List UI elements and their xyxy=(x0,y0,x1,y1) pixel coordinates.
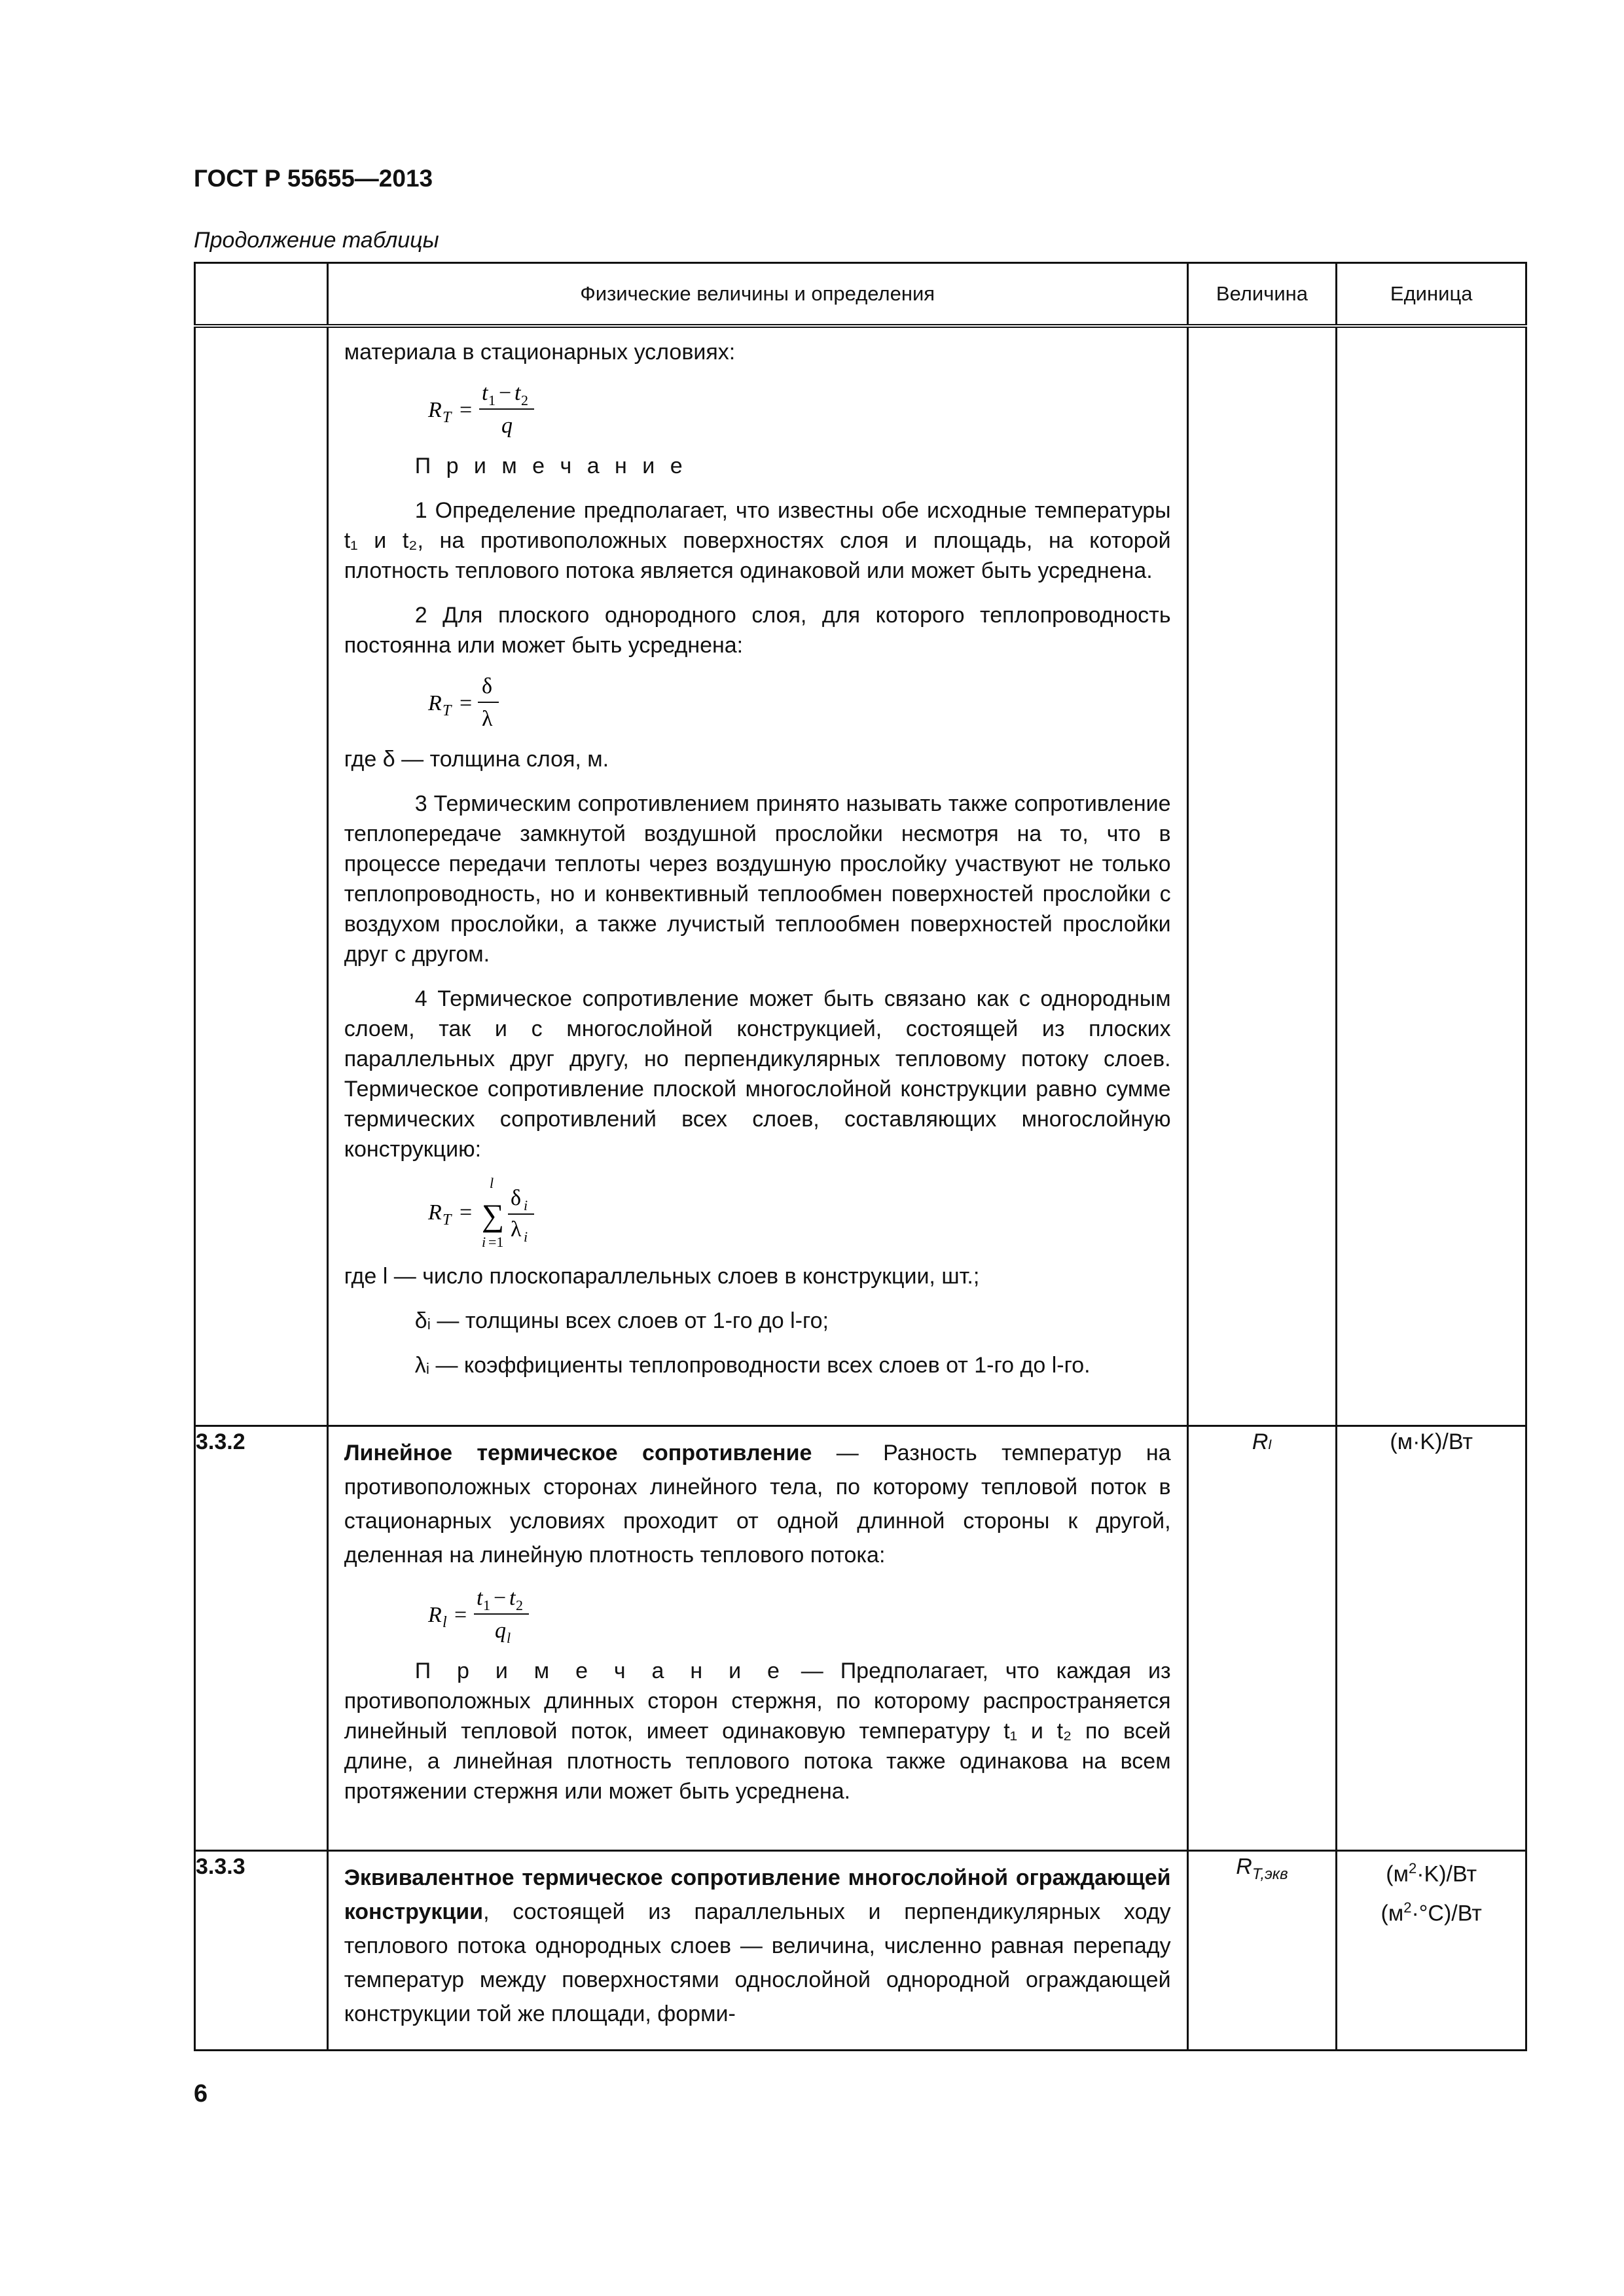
term-definition: , состоящей из параллельных и перпендикулярных ходу теплового потока однородных слоев — величина, численно равная перепаду температур между поверхностями однослойной однородной ограждающей конструкции той же площади, форми- xyxy=(344,1899,1171,2026)
definition-cell xyxy=(327,326,1187,1426)
where-l: где l — число плоскопараллельных слоев в конструкции, шт.; xyxy=(344,1264,980,1289)
svg-text:t: t xyxy=(514,381,521,405)
svg-text:2: 2 xyxy=(515,1597,523,1613)
delta-i-definition: δᵢ — толщины всех слоев от 1-го до l-го; xyxy=(414,1308,829,1333)
definitions-table xyxy=(194,262,1527,2051)
svg-text:=: = xyxy=(459,398,472,422)
svg-text:R: R xyxy=(427,1200,442,1225)
svg-text:l: l xyxy=(442,1614,447,1631)
quantity-unit: (м·K)/Вт xyxy=(1337,1426,1526,1851)
svg-text:q: q xyxy=(501,414,513,438)
svg-text:λ: λ xyxy=(481,707,493,731)
definition-intro: материала в стационарных условиях: xyxy=(344,340,736,365)
note-2: 2 Для плоского однородного слоя, для которого теплопроводность постоянна или может быть усреднена: xyxy=(344,603,1171,658)
note-3: 3 Термическим сопротивлением принято называть также сопротивление теплопередаче замкнутой воздушной прослойки несмотря на то, что в процессе передачи теплоты через воздушную прослойку участвуют не только теплопроводность, но и конвективный теплообмен поверхностей прослойки с воздухом прослойки, а также лучистый теплообмен поверхностей прослойки друг с другом. xyxy=(344,791,1171,967)
row-number: 3.3.3 xyxy=(195,1851,328,2051)
note-title: П р и м е ч а н и е xyxy=(414,1659,784,1683)
svg-text:T: T xyxy=(442,702,452,719)
svg-text:R: R xyxy=(427,398,442,422)
svg-text:T: T xyxy=(442,1211,452,1229)
svg-text:−: − xyxy=(493,1586,506,1610)
table-row xyxy=(195,1851,1526,2051)
svg-text:=: = xyxy=(459,1200,472,1225)
row-number-cell xyxy=(195,326,328,1426)
svg-text:=1: =1 xyxy=(488,1234,504,1250)
page-number: 6 xyxy=(194,2080,208,2108)
term-title: Эквивалентное термическое сопротивление многослойной ограждающей конструкции xyxy=(344,1865,1171,1924)
table-header-row xyxy=(195,263,1526,327)
table-caption: Продолжение таблицы xyxy=(194,228,439,253)
svg-text:i: i xyxy=(523,1229,528,1245)
table-row xyxy=(195,1426,1526,1851)
unit-cell xyxy=(1337,326,1526,1426)
svg-text:i: i xyxy=(523,1197,528,1213)
svg-text:2: 2 xyxy=(520,392,528,408)
note-title: П р и м е ч а н и е xyxy=(414,454,687,478)
row-number: 3.3.2 xyxy=(195,1426,328,1851)
formula-rt-temperature xyxy=(422,376,1171,442)
term-title: Линейное термическое сопротивление xyxy=(344,1441,812,1465)
svg-text:l: l xyxy=(506,1630,511,1646)
svg-text:1: 1 xyxy=(482,1597,490,1613)
quantity-symbol: Rₗ xyxy=(1187,1426,1337,1851)
header-unit: Единица xyxy=(1337,263,1526,327)
quantity-symbol: $R_{T,экв}$ xyxy=(1187,1851,1337,2051)
svg-text:t: t xyxy=(481,381,488,405)
unit-kelvin: $(м^2\cdot K)/Вт$ xyxy=(1386,1860,1477,1887)
note-text: — Предполагает, что каждая из противоположных длинных сторон стержня, по которому распространяется линейный тепловой поток, имеет одинаковую температуру t₁ и t₂ по всей длине, а линейная плотность теплового потока также одинакова на всем протяжении стержня или может быть усреднена. xyxy=(344,1659,1171,1804)
svg-text:R: R xyxy=(427,691,442,715)
svg-text:q: q xyxy=(494,1619,506,1643)
svg-text:l: l xyxy=(489,1175,494,1191)
formula-rl xyxy=(422,1581,1171,1647)
formula-rt-delta-lambda xyxy=(422,670,1171,735)
where-delta: где δ — толщина слоя, м. xyxy=(344,747,609,772)
svg-text:δ: δ xyxy=(510,1186,521,1210)
table-row xyxy=(195,326,1526,1426)
svg-text:∑: ∑ xyxy=(481,1198,504,1233)
term-definition: — Разность температур на противоположных сторонах линейного тела, по которому тепловой поток в стационарных условиях проходит от одной длинной стороны к другой, деленная на линейную плотность теплового потока: xyxy=(344,1441,1171,1568)
quantity-unit xyxy=(1337,1851,1526,2051)
note-4: 4 Термическое сопротивление может быть связано как с однородным слоем, так и с многослойной конструкцией, состоящей из плоских параллельных друг другу, но перпендикулярных тепловому потоку слоев. Термическое сопротивление плоской многослойной конструкции равно сумме термических сопротивлений всех слоев, составляющих многослойную конструкцию: xyxy=(344,986,1171,1162)
header-number-cell xyxy=(195,263,328,327)
svg-text:−: − xyxy=(498,381,511,405)
svg-text:R: R xyxy=(427,1603,442,1627)
svg-text:=: = xyxy=(459,691,472,715)
document-header: ГОСТ Р 55655—2013 xyxy=(194,165,433,192)
definition-cell xyxy=(327,1426,1187,1851)
lambda-i-definition: λᵢ — коэффициенты теплопроводности всех слоев от 1-го до l-го. xyxy=(414,1353,1091,1378)
header-value: Величина xyxy=(1187,263,1337,327)
svg-text:1: 1 xyxy=(488,392,496,408)
formula-rt-sum xyxy=(422,1174,1171,1252)
header-definition: Физические величины и определения xyxy=(327,263,1187,327)
note-1: 1 Определение предполагает, что известны обе исходные температуры t₁ и t₂, на противоположных поверхностях слоя и площадь, на которой плотность теплового потока является одинаковой или может быть усреднена. xyxy=(344,498,1171,583)
unit-celsius: $(м^2\cdot^\circ C)/Вт$ xyxy=(1380,1899,1482,1926)
svg-text:λ: λ xyxy=(510,1217,522,1242)
svg-text:t: t xyxy=(509,1586,516,1610)
svg-text:T: T xyxy=(442,409,452,426)
definition-cell xyxy=(327,1851,1187,2051)
svg-text:=: = xyxy=(454,1603,467,1627)
svg-text:i: i xyxy=(481,1234,486,1250)
svg-text:δ: δ xyxy=(481,674,492,698)
svg-text:t: t xyxy=(476,1586,483,1610)
value-cell xyxy=(1187,326,1337,1426)
